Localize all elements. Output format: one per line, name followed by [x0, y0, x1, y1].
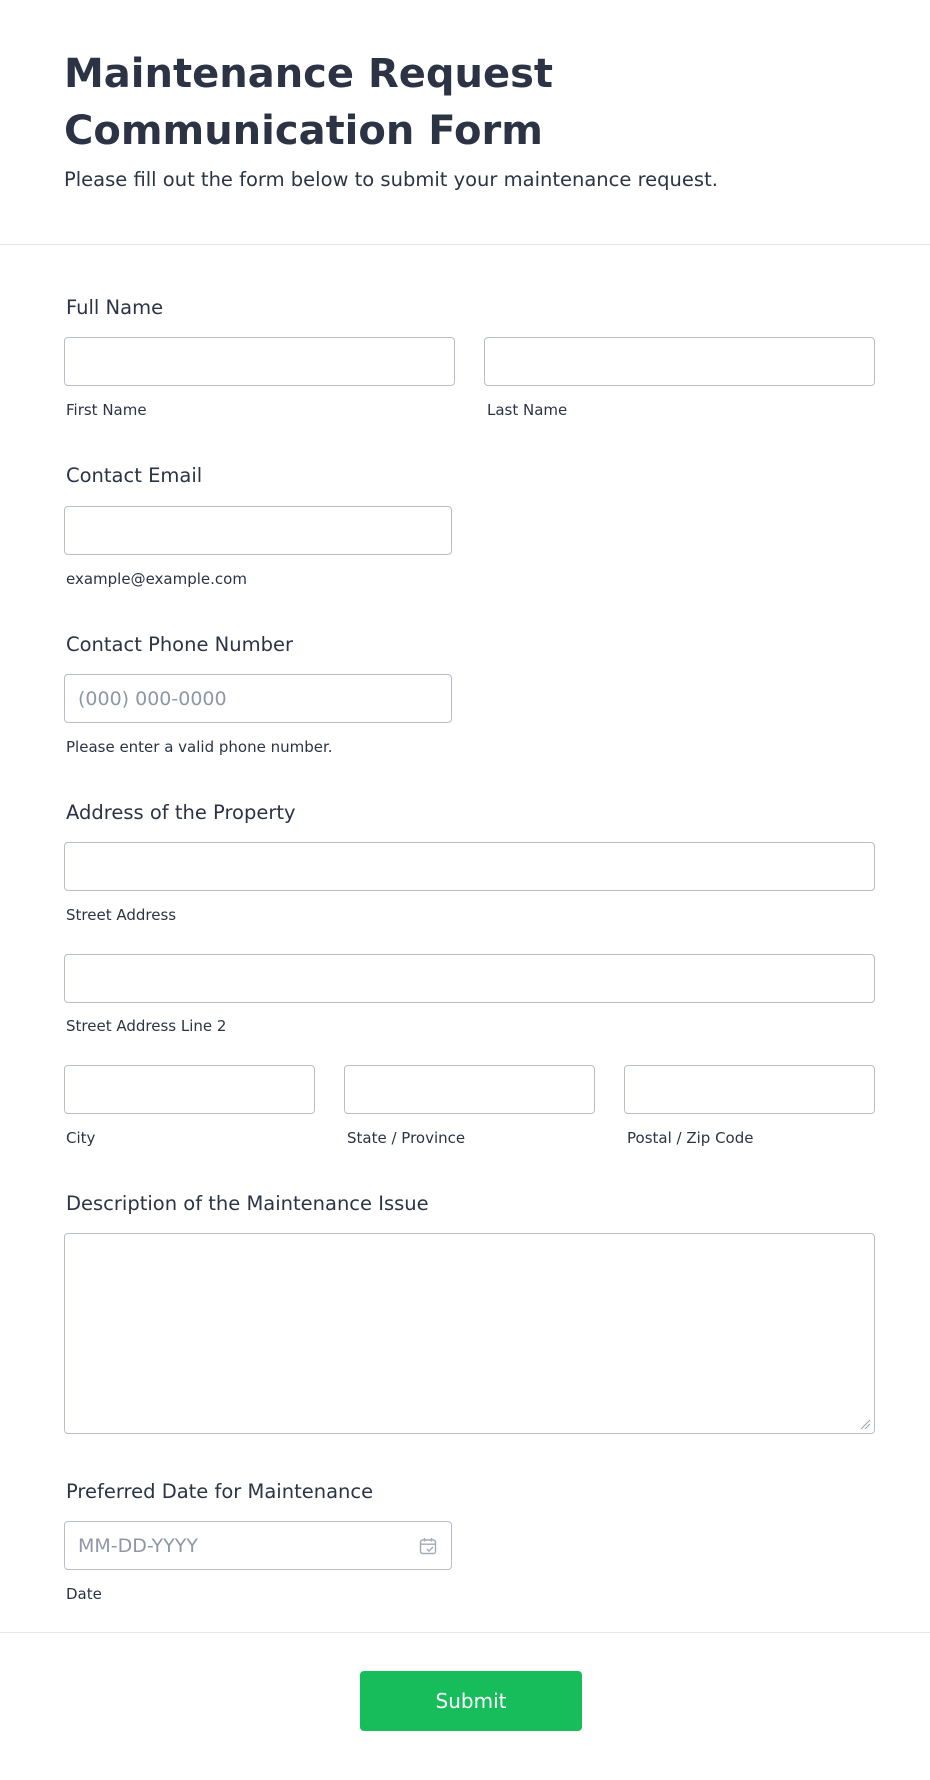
description-label: Description of the Maintenance Issue: [66, 1192, 429, 1215]
form-header: [0, 0, 930, 245]
contact-phone-label: Contact Phone Number: [66, 633, 294, 656]
phone-sublabel: Please enter a valid phone number.: [66, 738, 333, 756]
page-title: Maintenance Request Communication Form: [64, 51, 554, 154]
resize-grip-icon[interactable]: [859, 1418, 871, 1430]
zip-sublabel: Postal / Zip Code: [627, 1129, 754, 1147]
city-sublabel: City: [66, 1129, 96, 1147]
state-input[interactable]: [344, 1065, 595, 1114]
first-name-sublabel: First Name: [66, 401, 147, 419]
street-address-sublabel: Street Address: [66, 906, 177, 924]
contact-email-label: Contact Email: [66, 464, 203, 487]
address-label: Address of the Property: [66, 801, 296, 824]
submit-button[interactable]: Submit: [360, 1671, 582, 1731]
first-name-input[interactable]: [64, 337, 455, 386]
page-subtitle: Please fill out the form below to submit your maintenance request.: [64, 168, 718, 191]
last-name-sublabel: Last Name: [487, 401, 568, 419]
last-name-input[interactable]: [484, 337, 875, 386]
calendar-icon[interactable]: [418, 1536, 438, 1556]
state-sublabel: State / Province: [347, 1129, 466, 1147]
street-address-line2-sublabel: Street Address Line 2: [66, 1017, 227, 1035]
preferred-date-label: Preferred Date for Maintenance: [66, 1480, 374, 1503]
phone-input[interactable]: [64, 674, 452, 723]
date-sublabel: Date: [66, 1585, 102, 1603]
street-address-line2-input[interactable]: [64, 954, 875, 1003]
zip-input[interactable]: [624, 1065, 875, 1114]
email-sublabel: example@example.com: [66, 570, 247, 588]
footer-divider: [0, 1632, 930, 1633]
street-address-input[interactable]: [64, 842, 875, 891]
email-input[interactable]: [64, 506, 452, 555]
full-name-label: Full Name: [66, 296, 164, 319]
description-textarea[interactable]: [64, 1233, 875, 1434]
date-input[interactable]: [64, 1521, 452, 1570]
city-input[interactable]: [64, 1065, 315, 1114]
